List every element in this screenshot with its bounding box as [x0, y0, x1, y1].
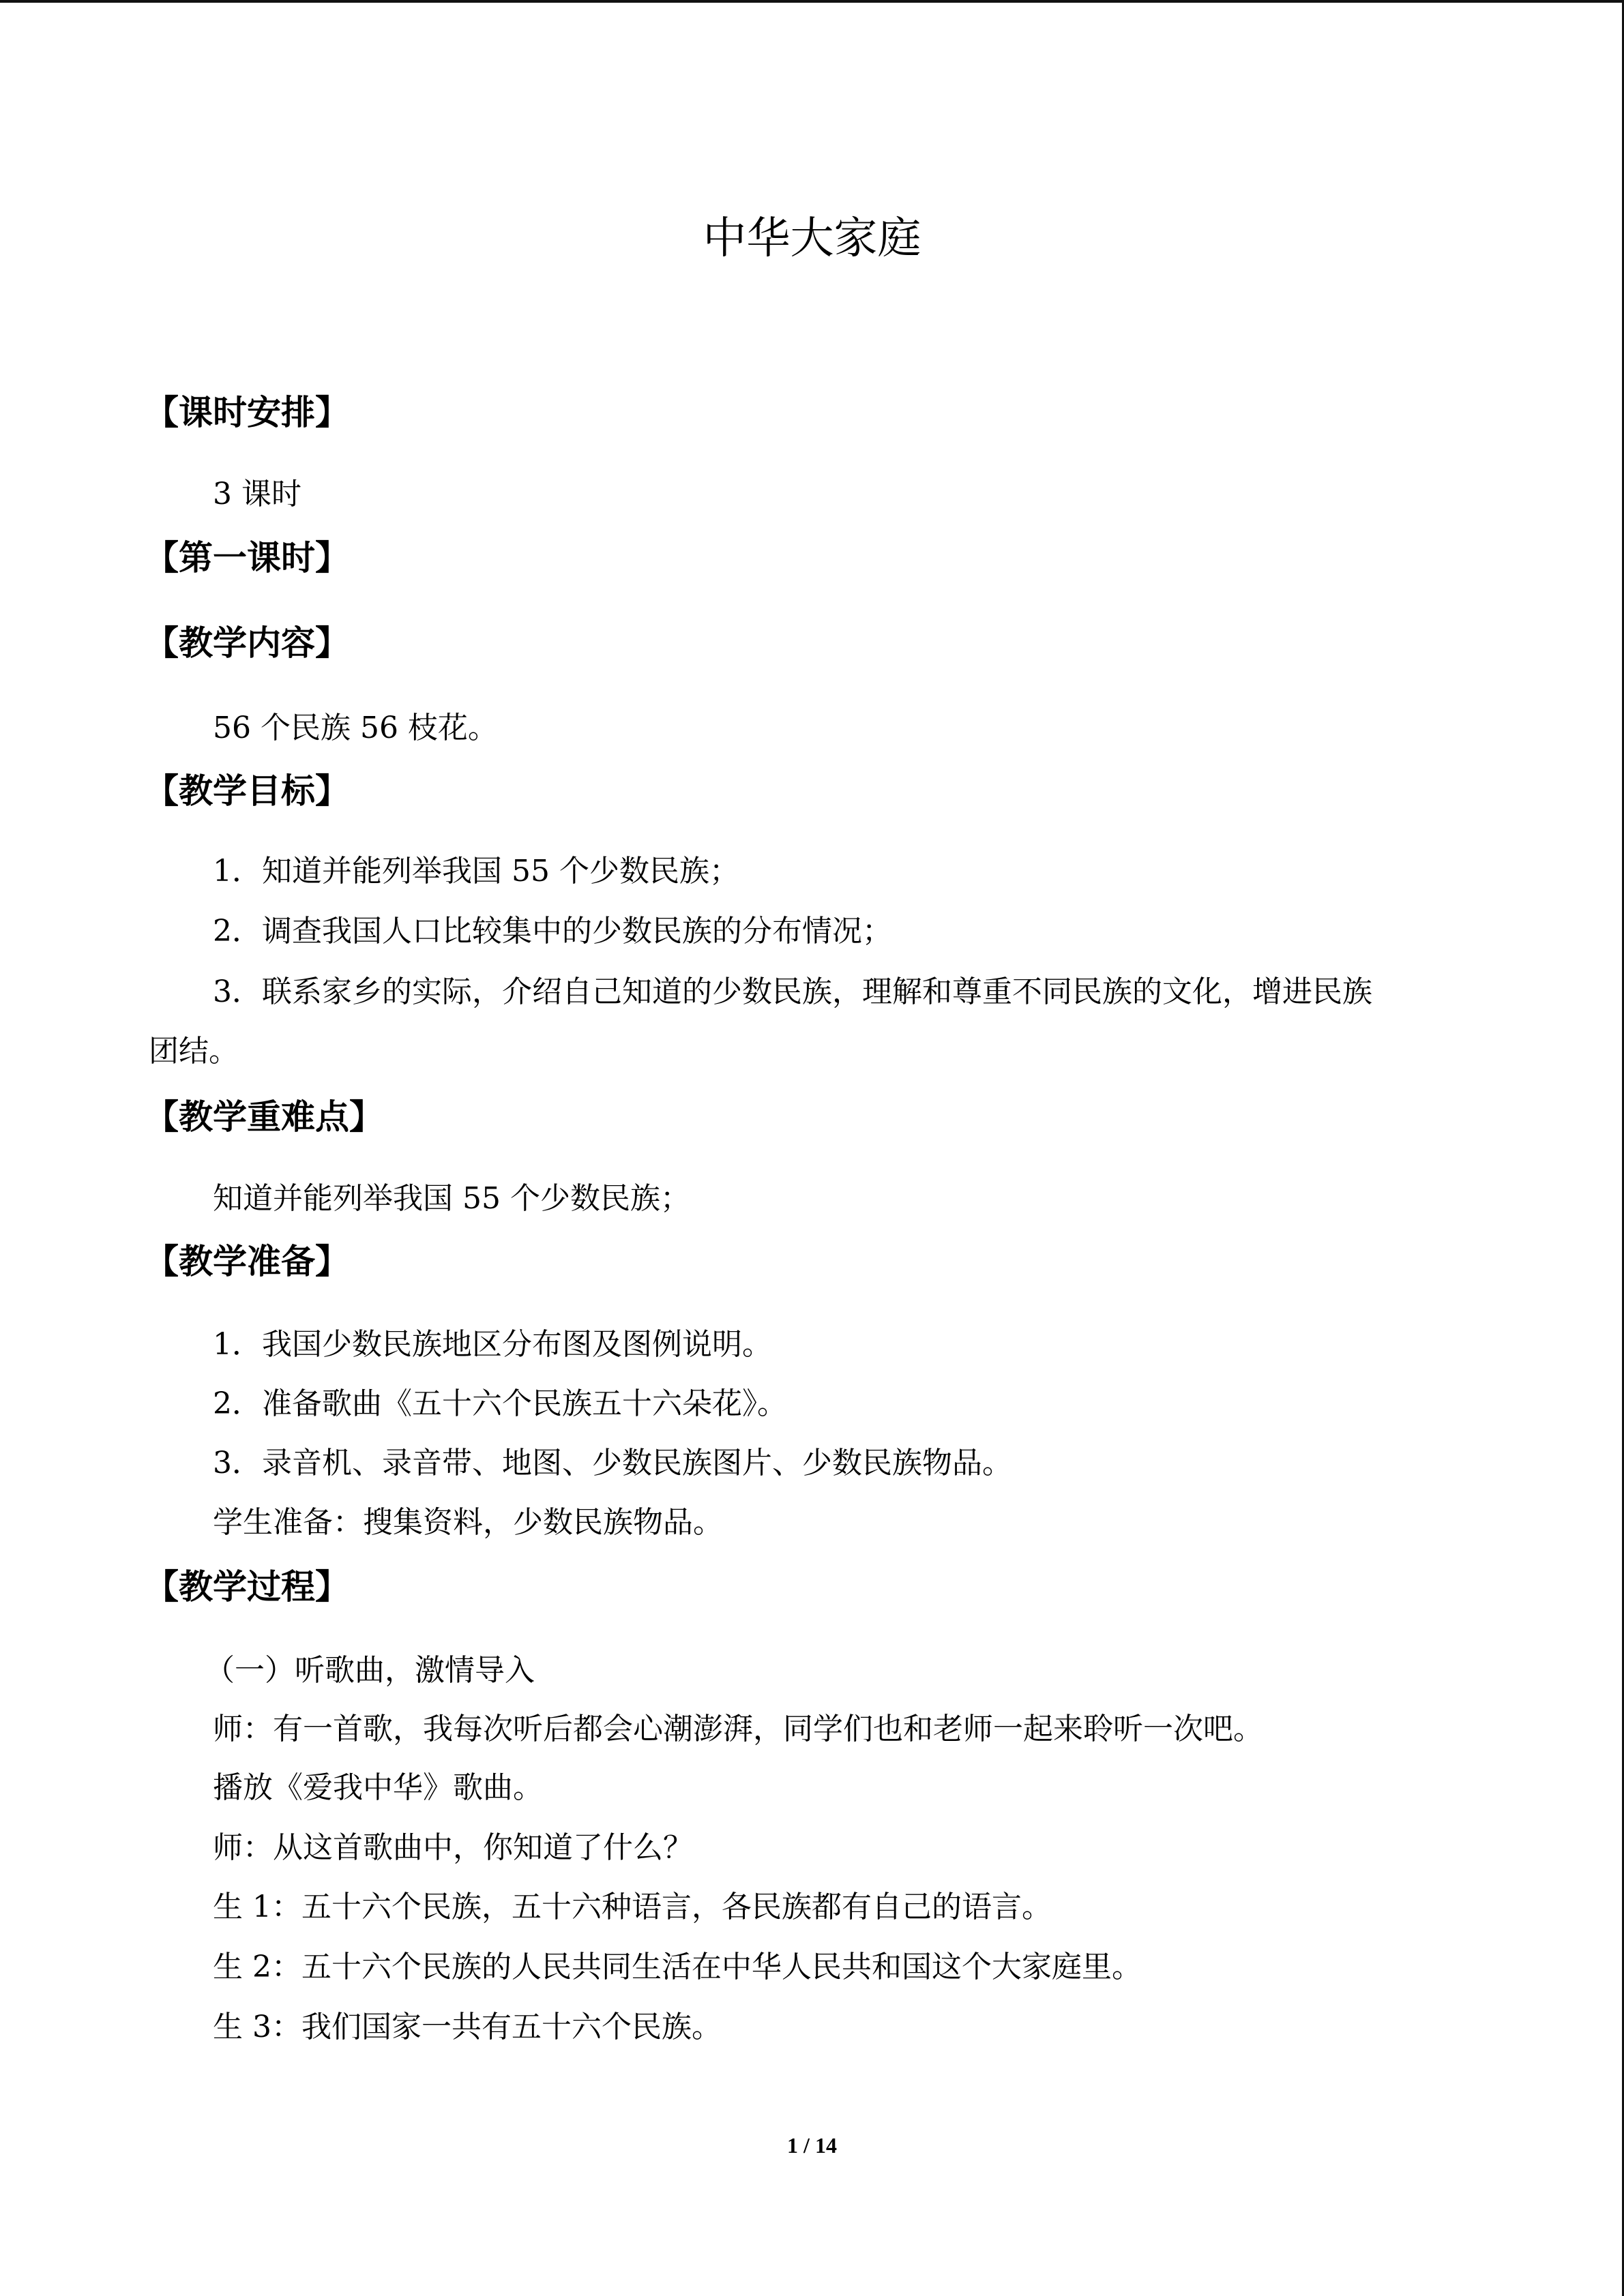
process-line: 生 2：五十六个民族的人民共同生活在中华人民共和国这个大家庭里。: [213, 1950, 1142, 1984]
key-points-text: 知道并能列举我国 55 个少数民族；: [213, 1181, 690, 1216]
objective-item: 3．联系家乡的实际，介绍自己知道的少数民族，理解和尊重不同民族的文化，增进民族: [213, 974, 1372, 1009]
process-line: 播放《爱我中华》歌曲。: [213, 1770, 543, 1805]
objective-item-continuation: 团结。: [149, 1034, 239, 1069]
page-number: 1 / 14: [787, 2133, 837, 2158]
heading-schedule: 【课时安排】: [145, 393, 349, 432]
schedule-text: 3 课时: [213, 477, 301, 511]
heading-process: 【教学过程】: [145, 1567, 349, 1607]
heading-key-points: 【教学重难点】: [145, 1097, 383, 1137]
page-border-top: [0, 0, 1624, 3]
heading-content: 【教学内容】: [145, 623, 349, 663]
heading-preparation: 【教学准备】: [145, 1242, 349, 1281]
content-text: 56 个民族 56 枝花。: [213, 711, 498, 745]
document-title: 中华大家庭: [703, 213, 921, 264]
preparation-item: 3．录音机、录音带、地图、少数民族图片、少数民族物品。: [213, 1446, 1012, 1480]
objective-item: 2．调查我国人口比较集中的少数民族的分布情况；: [213, 914, 892, 949]
process-line: 师：从这首歌曲中，你知道了什么？: [213, 1830, 693, 1865]
process-line: 师：有一首歌，我每次听后都会心潮澎湃，同学们也和老师一起来聆听一次吧。: [213, 1712, 1263, 1746]
process-line: 生 1：五十六个民族，五十六种语言，各民族都有自己的语言。: [213, 1890, 1052, 1924]
heading-objectives: 【教学目标】: [145, 771, 349, 811]
student-preparation: 学生准备：搜集资料，少数民族物品。: [213, 1505, 723, 1540]
process-step-title: （一）听歌曲，激情导入: [205, 1653, 535, 1688]
preparation-item: 2．准备歌曲《五十六个民族五十六朵花》。: [213, 1386, 787, 1421]
process-line: 生 3：我们国家一共有五十六个民族。: [213, 2010, 722, 2044]
heading-first-lesson: 【第一课时】: [145, 538, 349, 578]
objective-item: 1．知道并能列举我国 55 个少数民族；: [213, 854, 739, 889]
preparation-item: 1．我国少数民族地区分布图及图例说明。: [213, 1327, 772, 1362]
